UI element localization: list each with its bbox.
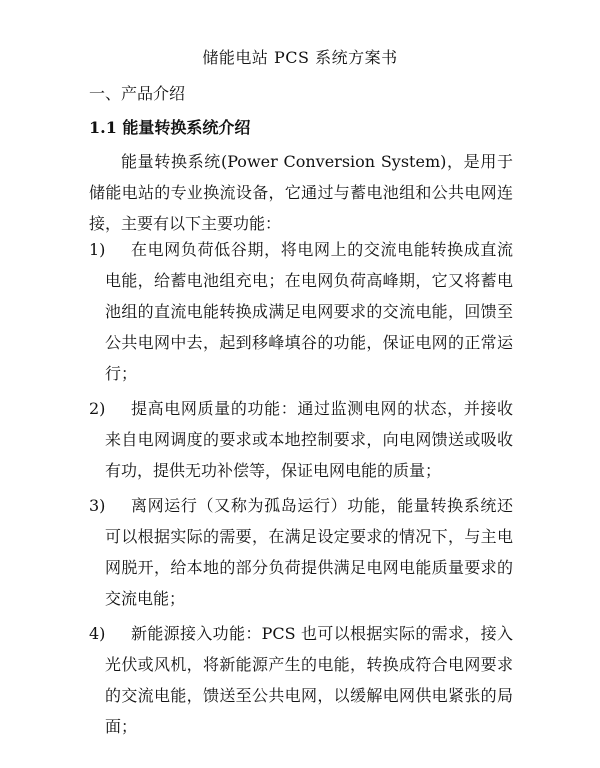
intro-paragraph: 能量转换系统(Power Conversion System)，是用于储能电站的专业换流设备，它通过与蓄电池组和公共电网连接，主要有以下主要功能： [89,152,513,233]
list-item-marker: 4) [89,624,106,643]
list-item-marker: 2) [89,399,106,418]
subsection-heading: 1.1 能量转换系统介绍 [89,118,251,137]
list-item-text: 提高电网质量的功能：通过监测电网的状态，并接收来自电网调度的要求或本地控制要求，向电网馈送或吸收有功，提供无功补偿等，保证电网电能的质量； [105,399,513,480]
document-title: 储能电站 PCS 系统方案书 [202,48,398,67]
list-item-marker: 1) [89,240,106,259]
list-item-text: 新能源接入功能：PCS 也可以根据实际的需求，接入光伏或风机，将新能源产生的电能，转换成符合电网要求的交流电能，馈送至公共电网，以缓解电网供电紧张的局面； [105,624,513,736]
list-item-text: 在电网负荷低谷期，将电网上的交流电能转换成直流电能，给蓄电池组充电；在电网负荷高峰期，它又将蓄电池组的直流电能转换成满足电网要求的交流电能，回馈至公共电网中去，起到移峰填谷的功能，保证电网的正常运行； [105,240,513,383]
list-item-text: 离网运行（又称为孤岛运行）功能，能量转换系统还可以根据实际的需要，在满足设定要求的情况下，与主电网脱开，给本地的部分负荷提供满足电网电能质量要求的交流电能； [105,496,513,608]
list-item [89,490,513,614]
list-item [89,618,513,742]
list-item [89,393,513,486]
section-heading: 一、产品介绍 [89,84,186,103]
function-list [89,234,513,746]
list-item [89,234,513,389]
list-item-marker: 3) [89,496,106,515]
